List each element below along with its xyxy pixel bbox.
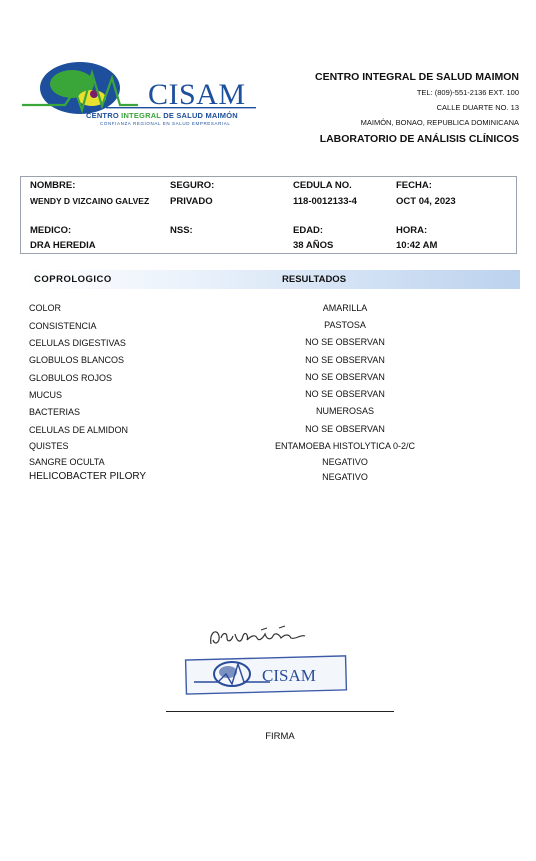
lab-title: LABORATORIO DE ANÁLISIS CLÍNICOS [319,133,519,145]
stamp-text: CISAM [262,666,316,685]
result-label: MUCUS [29,390,62,400]
hora-value: 10:42 AM [396,240,438,251]
nss-label: NSS: [170,225,193,236]
result-value: NEGATIVO [322,472,368,482]
result-value: NEGATIVO [322,457,368,467]
result-label: HELICOBACTER PILORY [29,471,147,482]
cedula-value: 118-0012133-4 [293,196,357,207]
result-value: ENTAMOEBA HISTOLYTICA 0-2/C [274,441,416,451]
nombre-value: WENDY D VIZCAINO GALVEZ [30,196,150,206]
result-label: QUISTES [29,441,69,451]
edad-label: EDAD: [293,225,324,236]
nombre-label: NOMBRE: [30,180,76,191]
result-label: CELULAS DIGESTIVAS [29,338,126,348]
logo-tagline: CENTRO INTEGRAL DE SALUD MAIMÓN [86,111,238,120]
medico-value: DRA HEREDIA [30,240,96,251]
cedula-label: CEDULA NO. [293,180,352,191]
section-title: COPROLOGICO [34,274,112,285]
result-value: NO SE OBSERVAN [305,424,385,434]
result-value: NUMEROSAS [315,406,374,416]
signature-line [166,711,394,712]
result-value: PASTOSA [324,320,366,330]
result-label: BACTERIAS [29,407,81,417]
result-value: NO SE OBSERVAN [305,372,385,382]
fecha-label: FECHA: [396,180,432,191]
result-value: AMARILLA [322,303,368,313]
fecha-value: OCT 04, 2023 [396,196,456,207]
results-column-title: RESULTADOS [282,274,347,285]
center-city: MAIMÓN, BONAO, REPUBLICA DOMINICANA [360,118,519,127]
logo-tagline-small: CONFIANZA REGIONAL EN SALUD EMPRESARIAL [100,121,231,126]
center-phone: TEL: (809)-551-2136 EXT. 100 [416,88,519,97]
logo-name: CISAM [148,78,246,111]
result-label: COLOR [29,303,62,313]
result-label: CONSISTENCIA [29,321,97,331]
center-name: CENTRO INTEGRAL DE SALUD MAIMON [315,71,519,83]
medico-label: MEDICO: [30,225,72,236]
hora-label: HORA: [396,225,428,236]
result-value: NO SE OBSERVAN [305,355,385,365]
edad-value: 38 AÑOS [293,240,334,251]
seguro-label: SEGURO: [170,180,215,191]
handwritten-signature [205,622,315,652]
result-label: SANGRE OCULTA [29,457,105,467]
firma-label: FIRMA [265,731,295,742]
result-label: GLOBULOS BLANCOS [29,355,125,365]
result-label: GLOBULOS ROJOS [29,373,113,383]
result-label: CELULAS DE ALMIDON [29,425,129,435]
center-address: CALLE DUARTE NO. 13 [436,103,519,112]
seguro-value: PRIVADO [170,196,213,207]
result-value: NO SE OBSERVAN [305,389,385,399]
result-value: NO SE OBSERVAN [305,337,385,347]
